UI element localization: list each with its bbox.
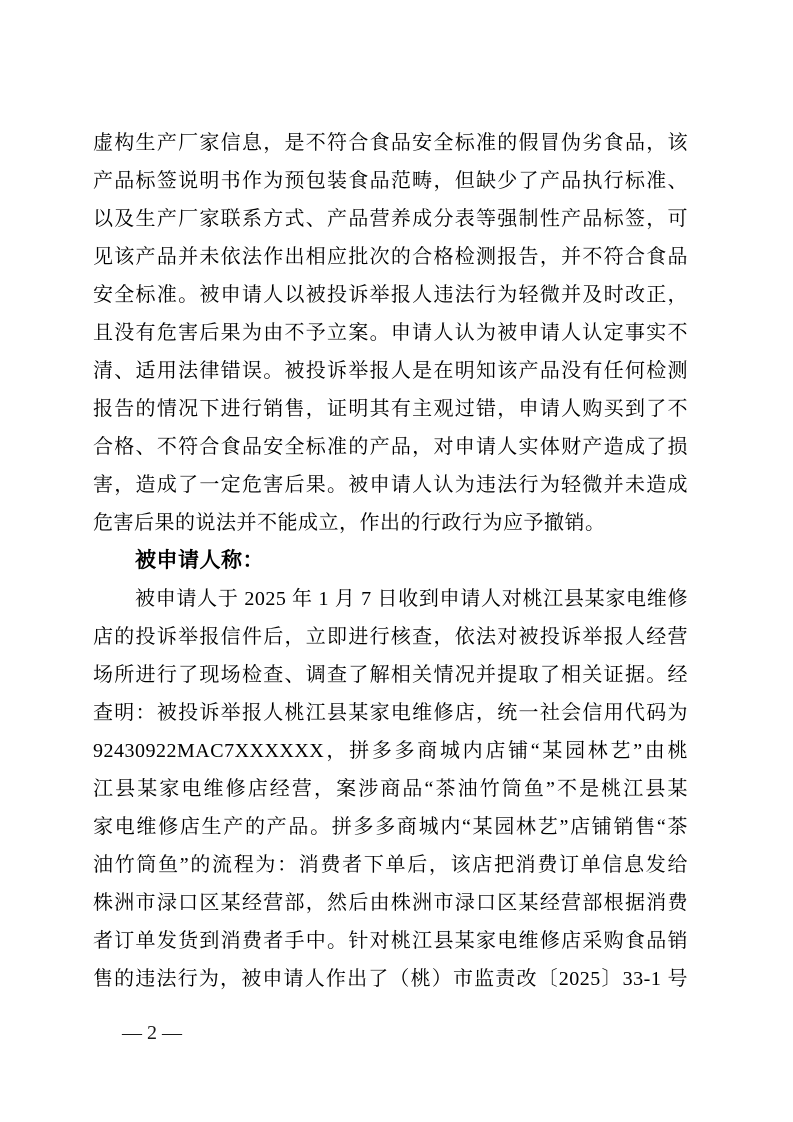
text-line: 家电维修店生产的产品。拼多多商城内“某园林艺”店铺销售“茶	[93, 816, 688, 838]
text-line: 产品标签说明书作为预包装食品范畴，但缺少了产品执行标准、	[93, 170, 688, 192]
text-line: 虚构生产厂家信息，是不符合食品安全标准的假冒伪劣食品，该	[93, 132, 688, 154]
text-line: 报告的情况下进行销售，证明其有主观过错，申请人购买到了不	[93, 398, 688, 420]
text-line: 被申请人于 2025 年 1 月 7 日收到申请人对桃江县某家电维修	[135, 588, 688, 610]
text-line: 查明：被投诉举报人桃江县某家电维修店，统一社会信用代码为	[93, 702, 688, 724]
text-line: 见该产品并未依法作出相应批次的合格检测报告，并不符合食品	[93, 246, 688, 268]
page-number: — 2 —	[122, 1022, 182, 1044]
text-line: 江县某家电维修店经营，案涉商品“茶油竹筒鱼”不是桃江县某	[93, 778, 688, 800]
text-line: 售的违法行为，被申请人作出了（桃）市监责改〔2025〕33-1 号	[93, 968, 688, 990]
text-line: 店的投诉举报信件后，立即进行核查，依法对被投诉举报人经营	[93, 626, 688, 648]
text-line: 安全标准。被申请人以被投诉举报人违法行为轻微并及时改正，	[93, 284, 688, 306]
text-line: 且没有危害后果为由不予立案。申请人认为被申请人认定事实不	[93, 322, 688, 344]
text-line: 清、适用法律错误。被投诉举报人是在明知该产品没有任何检测	[93, 360, 688, 382]
text-line: 以及生产厂家联系方式、产品营养成分表等强制性产品标签，可	[93, 208, 688, 230]
text-line: 场所进行了现场检查、调查了解相关情况并提取了相关证据。经	[93, 664, 688, 686]
text-line: 株洲市渌口区某经营部，然后由株洲市渌口区某经营部根据消费	[93, 892, 688, 914]
document-body	[93, 124, 688, 998]
text-line: 92430922MAC7XXXXXX，拼多多商城内店铺“某园林艺”由桃	[93, 740, 688, 762]
text-line: 害，造成了一定危害后果。被申请人认为违法行为轻微并未造成	[93, 474, 688, 496]
text-line: 油竹筒鱼”的流程为：消费者下单后，该店把消费订单信息发给	[93, 854, 688, 876]
text-line: 合格、不符合食品安全标准的产品，对申请人实体财产造成了损	[93, 436, 688, 458]
text-line: 被申请人称：	[135, 549, 264, 572]
text-line: 者订单发货到消费者手中。针对桃江县某家电维修店采购食品销	[93, 930, 688, 952]
text-line: 危害后果的说法并不能成立，作出的行政行为应予撤销。	[93, 512, 606, 534]
